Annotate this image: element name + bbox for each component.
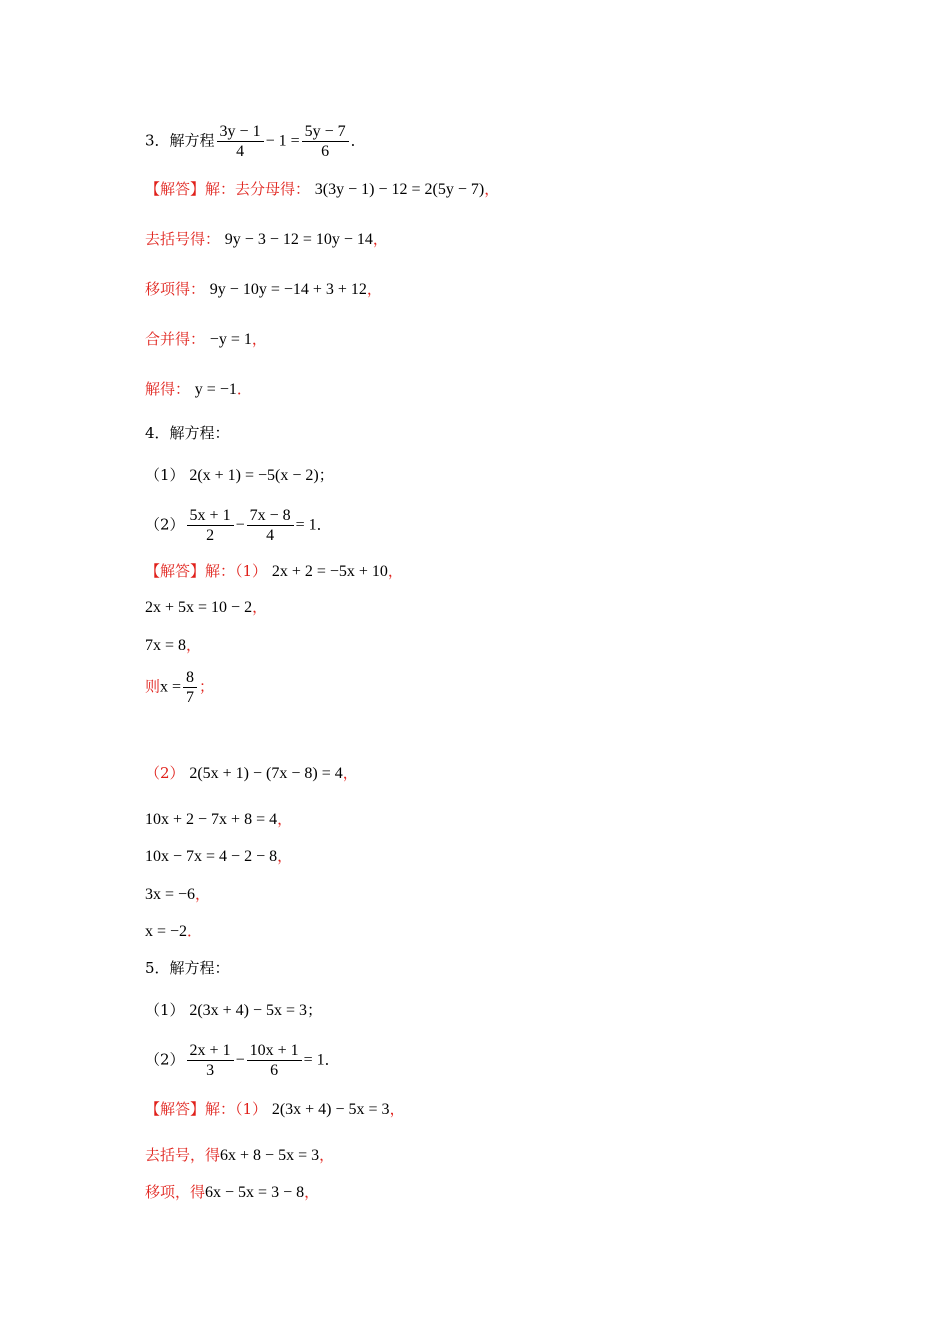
p4-part2-line: （2） 2(5x + 1) − (7x − 8) = 4，	[145, 764, 358, 782]
p3-step3: 移项得： 9y − 10y = −14 + 3 + 12，	[145, 280, 382, 298]
p4-step-b3: 10x − 7x = 4 − 2 − 8，	[145, 847, 293, 865]
p3-step5: 解得： y = −1．	[145, 380, 252, 398]
p3-answer-line: 【解答】解：去分母得： 3(3y − 1) − 12 = 2(5y − 7)，	[145, 180, 500, 198]
p4-step-a4: 则x = $\frac{8}{7}$ ；	[145, 669, 215, 706]
p4-title: 4．解方程：	[145, 424, 230, 442]
p4-a4-fraction: $\frac{8}{7}$	[183, 668, 197, 707]
p3-title: 3．解方程	[145, 131, 215, 150]
p5-answer-line: 【解答】解：（1） 2(3x + 4) − 5x = 3，	[145, 1100, 405, 1118]
p4-question-2: （2） $\frac{5x + 1}{2}$ − $\frac{7x - 8}{4}$ = 1．	[145, 507, 332, 544]
p3-title-line: 3．解方程 $\frac{3y - 1}{4}$ − 1 = $\frac{5y - 7}{6}$ ．	[145, 123, 366, 160]
p4-answer-tag: 【解答】解：（1）	[145, 562, 268, 580]
p3-step2: 去括号得： 9y − 3 − 12 = 10y − 14，	[145, 230, 388, 248]
p3-fraction-1: $\frac{3y - 1}{4}$	[217, 122, 264, 161]
p4-step-b5: x = −2．	[145, 922, 203, 940]
p5-title: 5．解方程：	[145, 959, 230, 977]
p5-answer-tag: 【解答】解：（1）	[145, 1100, 268, 1118]
p4-step-b2: 10x + 2 − 7x + 8 = 4，	[145, 810, 293, 828]
p5-q2-fraction-1: $\frac{2x + 1}{3}$	[187, 1041, 234, 1080]
p4-step-a3: 7x = 8，	[145, 636, 202, 654]
p3-fraction-2: $\frac{5y - 7}{6}$	[302, 122, 349, 161]
p5-step2: 去括号，得6x + 8 − 5x = 3，	[145, 1146, 335, 1164]
p5-q2-fraction-2: $\frac{10x + 1}{6}$	[247, 1041, 302, 1080]
p5-question-2: （2） $\frac{2x + 1}{3}$ − $\frac{10x + 1}{6}$ = 1．	[145, 1042, 340, 1079]
p3-answer-eq: 3(3y − 1) − 12 = 2(5y − 7)	[314, 181, 485, 198]
p4-q2-fraction-2: $\frac{7x - 8}{4}$	[247, 506, 294, 545]
p4-answer-line: 【解答】解：（1） 2x + 2 = −5x + 10，	[145, 562, 403, 580]
p5-question-1: （1） 2(3x + 4) − 5x = 3；	[145, 1001, 323, 1019]
p4-step-b4: 3x = −6，	[145, 885, 211, 903]
p5-step3: 移项，得6x − 5x = 3 − 8，	[145, 1183, 320, 1201]
p4-question-1: （1） 2(x + 1) = −5(x − 2)；	[145, 466, 334, 484]
p4-q2-fraction-1: $\frac{5x + 1}{2}$	[187, 506, 234, 545]
p3-answer-tag: 【解答】解：去分母得：	[145, 180, 311, 198]
p4-step-a2: 2x + 5x = 10 − 2，	[145, 598, 268, 616]
p3-step4: 合并得： −y = 1，	[145, 330, 267, 348]
p3-mid: − 1 =	[265, 132, 300, 150]
